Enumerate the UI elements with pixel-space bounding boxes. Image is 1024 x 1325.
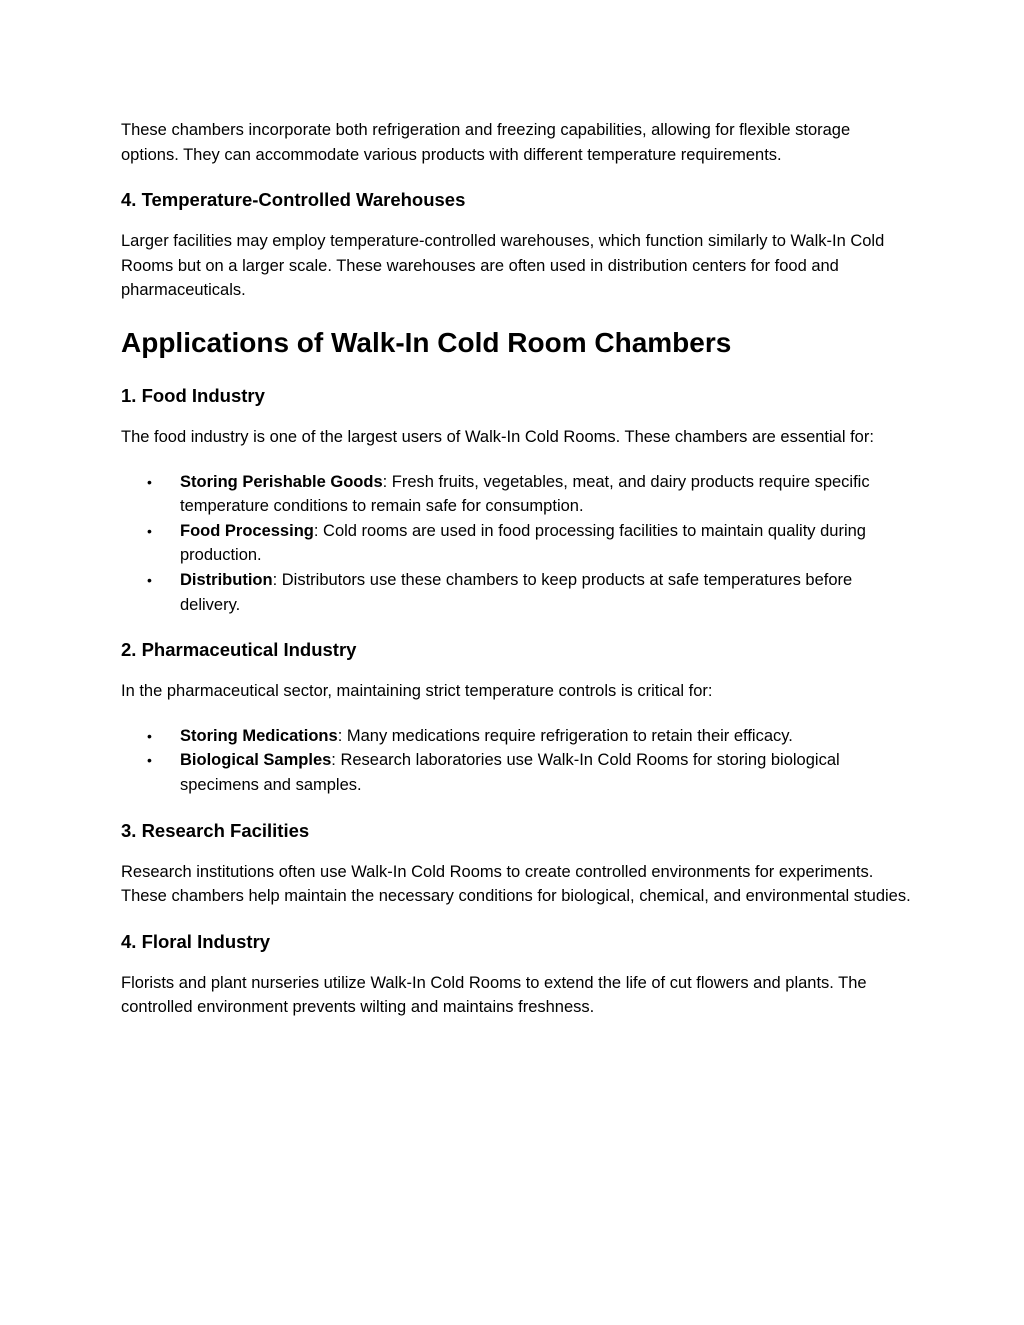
list-item-text: : Many medications require refrigeration to retain their efficacy. <box>337 726 793 745</box>
list-item-term: Biological Samples <box>180 751 332 770</box>
list-item-text: : Research laboratories use Walk-In Cold Rooms for storing biological specimens and samples. <box>180 751 840 794</box>
warehouses-paragraph: Larger facilities may employ temperature-controlled warehouses, which function similarly to Walk-In Cold Rooms but on a larger scale. These warehouses are often used in distribution centers for food and pharmaceuticals. <box>121 232 885 300</box>
applications-heading: Applications of Walk-In Cold Room Chambers <box>121 326 732 358</box>
bullet-icon: • <box>147 727 152 744</box>
list-item-text: : Distributors use these chambers to keep products at safe temperatures before delivery. <box>180 570 853 614</box>
floral-heading: 4. Floral Industry <box>121 930 271 952</box>
list-item-text: : Cold rooms are used in food processing facilities to maintain quality during production. <box>180 521 866 565</box>
list-item <box>121 748 911 797</box>
food-industry-list <box>121 470 911 618</box>
food-industry-heading: 1. Food Industry <box>121 384 265 406</box>
warehouses-heading: 4. Temperature-Controlled Warehouses <box>121 189 466 211</box>
list-item <box>121 724 911 749</box>
document-page <box>121 118 911 1020</box>
research-paragraph: Research institutions often use Walk-In Cold Rooms to create controlled environments for experiments. These chambers help maintain the necessary conditions for biological, chemical, and environmental studies. <box>121 862 911 906</box>
list-item-text: : Fresh fruits, vegetables, meat, and dairy products require specific temperature conditions to remain safe for consumption. <box>180 472 870 516</box>
intro-paragraph: These chambers incorporate both refrigeration and freezing capabilities, allowing for flexible storage options. They can accommodate various products with different temperature requirements. <box>121 121 851 164</box>
list-item <box>121 519 911 568</box>
pharma-heading: 2. Pharmaceutical Industry <box>121 639 357 661</box>
bullet-icon: • <box>147 473 152 490</box>
list-item <box>121 470 911 519</box>
pharma-list <box>121 724 911 798</box>
floral-paragraph: Florists and plant nurseries utilize Walk-In Cold Rooms to extend the life of cut flowers and plants. The controlled environment prevents wilting and maintains freshness. <box>121 973 867 1017</box>
bullet-icon: • <box>147 571 152 588</box>
list-item-term: Storing Medications <box>180 726 338 745</box>
list-item-term: Food Processing <box>180 521 314 540</box>
pharma-paragraph: In the pharmaceutical sector, maintaining strict temperature controls is critical for: <box>121 682 713 701</box>
list-item <box>121 568 911 617</box>
research-heading: 3. Research Facilities <box>121 819 310 841</box>
list-item-term: Distribution <box>180 570 273 589</box>
list-item-term: Storing Perishable Goods <box>180 472 383 491</box>
bullet-icon: • <box>147 752 152 769</box>
bullet-icon: • <box>147 522 152 539</box>
food-industry-paragraph: The food industry is one of the largest users of Walk-In Cold Rooms. These chambers are essential for: <box>121 427 874 446</box>
